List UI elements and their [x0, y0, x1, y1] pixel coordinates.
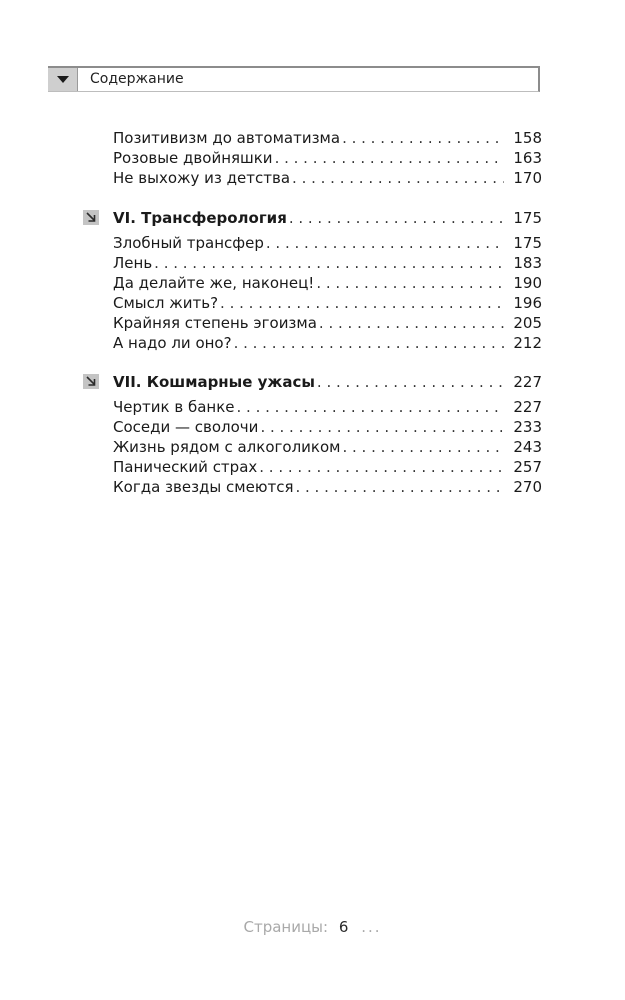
toc-leader-dots [342, 128, 504, 148]
toc-entry[interactable] [113, 128, 542, 148]
toc-entry-page: 257 [513, 458, 542, 476]
toc-entry-page: 163 [513, 149, 542, 167]
toc-leader-dots [259, 457, 504, 477]
page-number: 6 [338, 918, 349, 936]
toc-entry[interactable] [113, 148, 542, 168]
toc-entry-page: 170 [513, 169, 542, 187]
toc-entry[interactable] [113, 333, 542, 353]
toc-leader-dots [342, 437, 504, 457]
toc-entry[interactable] [113, 417, 542, 437]
triangle-down-icon [57, 76, 69, 83]
toc-leader-dots [220, 293, 504, 313]
toc-leader-dots [154, 253, 504, 273]
toc-leader-dots [292, 168, 504, 188]
toc-entry[interactable] [113, 313, 542, 333]
toc-entry-title: Панический страх [113, 458, 258, 476]
toc-entry-title: Не выхожу из детства [113, 169, 291, 187]
toc-entry-page: 205 [513, 314, 542, 332]
toc-header-title: Содержание [90, 71, 184, 87]
toc-entry[interactable] [113, 253, 542, 273]
toc-entry-title: Да делайте же, наконец! [113, 274, 315, 292]
toc-entry-page: 212 [513, 334, 542, 352]
toc-entry[interactable] [113, 168, 542, 188]
toc-entry-title: А надо ли оно? [113, 334, 232, 352]
toc-leader-dots [317, 372, 504, 392]
toc-entry-title: Крайняя степень эгоизма [113, 314, 317, 332]
toc-entry[interactable] [113, 273, 542, 293]
toc-section-heading[interactable] [113, 208, 542, 228]
toc-leader-dots [260, 417, 504, 437]
page-indicator [0, 918, 625, 936]
toc-entry-page: 233 [513, 418, 542, 436]
toc-entry-page: 227 [513, 398, 542, 416]
toc-entry-title: Злобный трансфер [113, 234, 264, 252]
toc-entry-page: 190 [513, 274, 542, 292]
toc-entry[interactable] [113, 233, 542, 253]
toc-section-heading[interactable] [113, 372, 542, 392]
toc-entry-title: Чертик в банке [113, 398, 235, 416]
toc-entry-page: 183 [513, 254, 542, 272]
toc-entry-title: Жизнь рядом с алкоголиком [113, 438, 341, 456]
more-pages-ellipsis[interactable]: ... [361, 918, 382, 936]
toc-leader-dots [234, 333, 504, 353]
toc-entry[interactable] [113, 477, 542, 497]
toc-leader-dots [295, 477, 504, 497]
toc-section-title: VII. Кошмарные ужасы [113, 373, 315, 391]
toc-leader-dots [266, 233, 504, 253]
toc-entry-page: 243 [513, 438, 542, 456]
toc-header-bar[interactable] [48, 66, 540, 92]
toc-entry-page: 175 [513, 234, 542, 252]
toc-entry-page: 270 [513, 478, 542, 496]
toc-section-page: 227 [513, 373, 542, 391]
toc-section-title: VI. Трансферология [113, 209, 287, 227]
toc-entry-page: 196 [513, 294, 542, 312]
toc-entry-page: 158 [513, 129, 542, 147]
toc-dropdown-button[interactable] [48, 68, 78, 91]
toc-entry[interactable] [113, 397, 542, 417]
toc-entry[interactable] [113, 293, 542, 313]
toc-leader-dots [237, 397, 505, 417]
arrow-down-right-icon [83, 374, 99, 389]
toc-entry-title: Когда звезды смеются [113, 478, 294, 496]
toc-entry-title: Розовые двойняшки [113, 149, 273, 167]
toc-entry[interactable] [113, 437, 542, 457]
toc-leader-dots [316, 273, 504, 293]
arrow-down-right-icon [83, 210, 99, 225]
toc-entry[interactable] [113, 457, 542, 477]
page-indicator-label: Страницы: [243, 918, 329, 936]
toc-section-page: 175 [513, 209, 542, 227]
toc-entry-title: Соседи — сволочи [113, 418, 259, 436]
toc-entry-title: Смысл жить? [113, 294, 219, 312]
toc-entry-title: Позитивизм до автоматизма [113, 129, 341, 147]
toc-leader-dots [289, 208, 504, 228]
toc-leader-dots [319, 313, 504, 333]
toc-entry-title: Лень [113, 254, 153, 272]
toc-leader-dots [275, 148, 504, 168]
